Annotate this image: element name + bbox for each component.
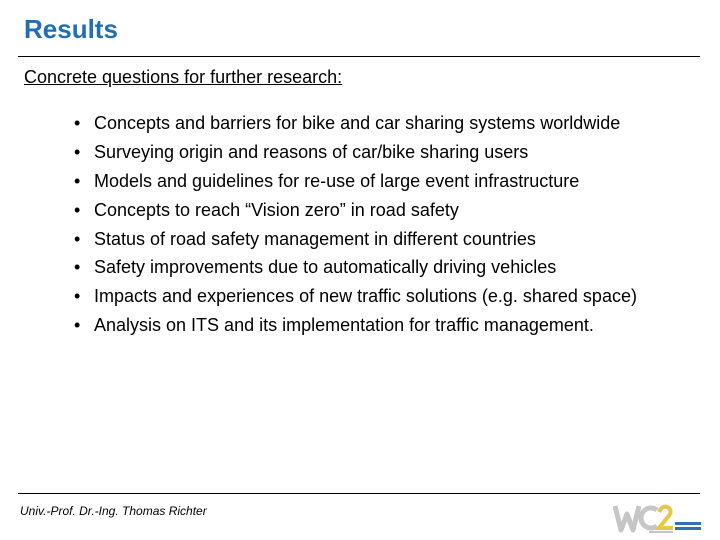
bullet-marker: • [74, 315, 81, 336]
list-item [74, 253, 637, 282]
bullet-marker: • [74, 141, 81, 162]
list-item-text: Impacts and experiences of new traffic solutions (e.g. shared space) [94, 286, 637, 307]
logo-text-bar [675, 522, 701, 525]
list-item-text: Analysis on ITS and its implementation for traffic management. [94, 315, 594, 336]
list-item-text: Status of road safety management in different countries [94, 228, 536, 249]
bullet-marker: • [74, 286, 81, 307]
list-item [74, 196, 637, 225]
bullet-list [74, 109, 637, 340]
logo-2-mark [659, 507, 673, 528]
bullet-marker: • [74, 113, 81, 133]
footer-divider [18, 493, 700, 494]
list-item [74, 311, 637, 340]
wc2-logo-icon [613, 500, 703, 536]
list-item [74, 282, 637, 311]
title-divider [18, 56, 700, 57]
logo-text-bar-grey [649, 531, 673, 533]
list-item-text: Models and guidelines for re-use of large event infrastructure [94, 170, 580, 191]
list-item [74, 109, 637, 138]
list-item [74, 225, 637, 254]
logo-text-bar [675, 527, 701, 530]
logo-c-mark [641, 508, 657, 528]
list-item-text: Concepts to reach “Vision zero” in road safety [94, 199, 459, 220]
bullet-marker: • [74, 170, 81, 191]
slide-title: Results [24, 14, 118, 44]
list-item [74, 138, 637, 167]
bullet-marker: • [74, 228, 81, 249]
slide-subtitle: Concrete questions for further research: [24, 67, 343, 87]
list-item [74, 167, 637, 196]
list-item-text: Safety improvements due to automatically driving vehicles [94, 257, 557, 278]
bullet-marker: • [74, 257, 81, 278]
bullet-marker: • [74, 199, 81, 220]
list-item-text: Concepts and barriers for bike and car sharing systems worldwide [94, 113, 621, 133]
list-item-text: Surveying origin and reasons of car/bike sharing users [94, 141, 529, 162]
logo-w-mark [615, 506, 639, 530]
footer-author: Univ.-Prof. Dr.-Ing. Thomas Richter [20, 504, 207, 518]
